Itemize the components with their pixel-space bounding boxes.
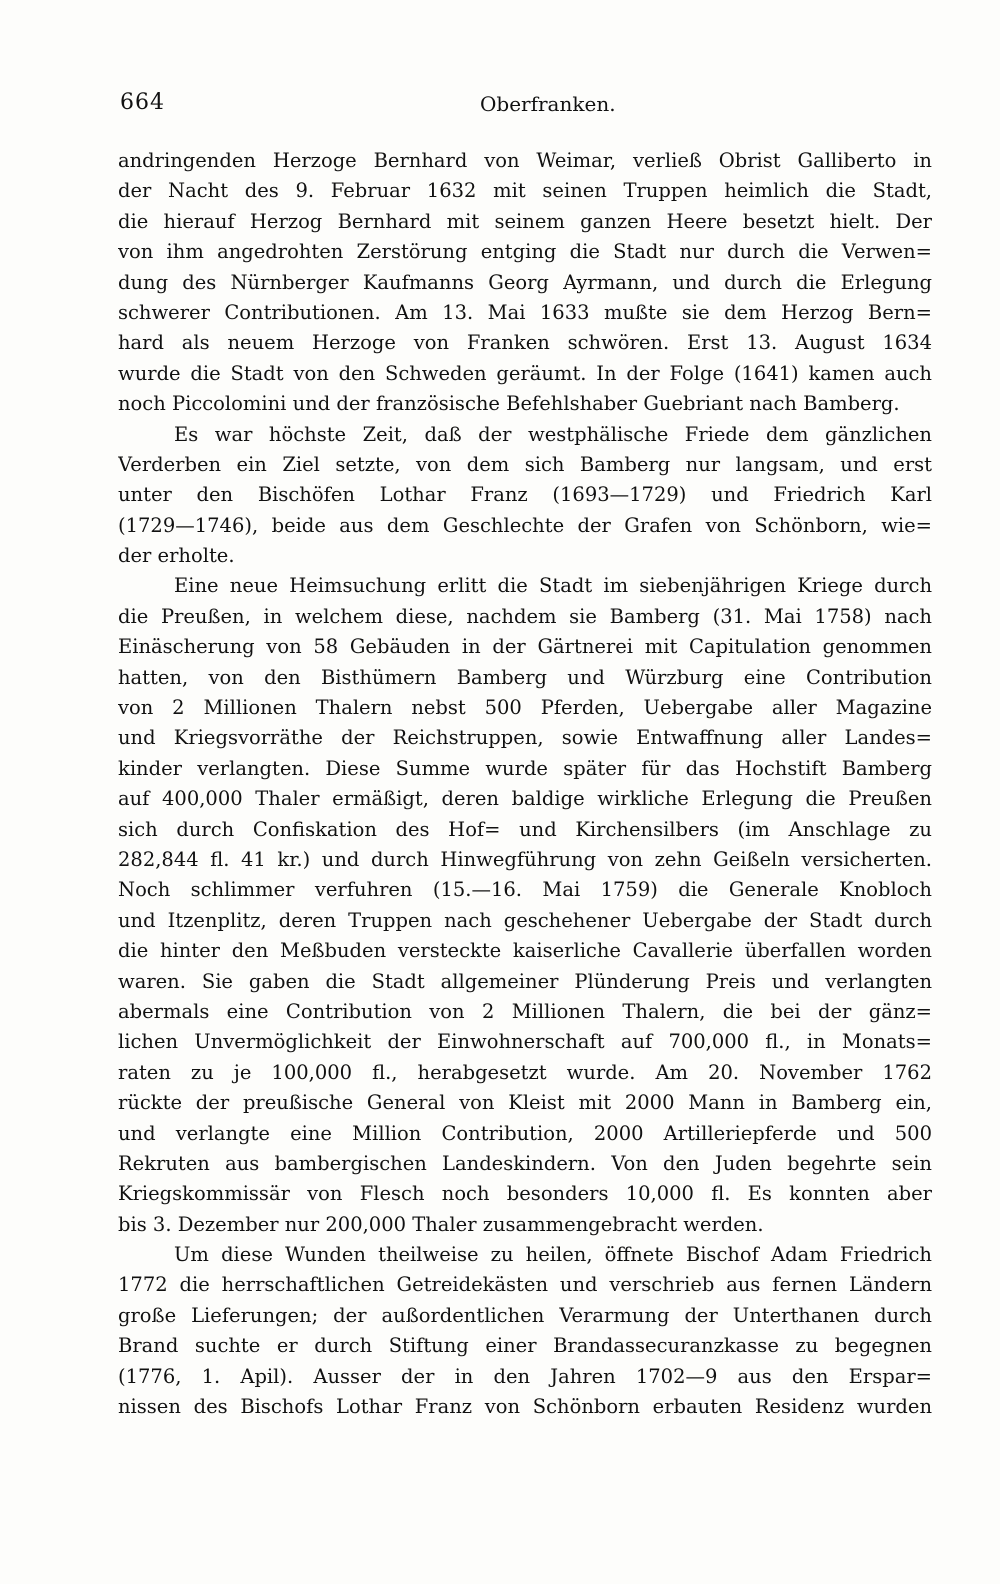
- text-line: der erholte.: [118, 544, 235, 568]
- text-line: hatten, von den Bisthümern Bamberg und Würzburg eine Contribution: [118, 665, 932, 689]
- text-line: Verderben ein Ziel setzte, von dem sich Bamberg nur langsam, und erst: [118, 452, 932, 476]
- text-line: schwerer Contributionen. Am 13. Mai 1633 mußte sie dem Herzog Bern=: [118, 300, 932, 324]
- text-line: (1776, 1. Apil). Ausser der in den Jahren 1702—9 aus den Erspar=: [118, 1364, 932, 1388]
- text-line: rückte der preußische General von Kleist mit 2000 Mann in Bamberg ein,: [118, 1091, 932, 1115]
- text-line: dung des Nürnberger Kaufmanns Georg Ayrmann, und durch die Erlegung: [118, 270, 932, 294]
- text-line: von ihm angedrohten Zerstörung entging die Stadt nur durch die Verwen=: [118, 240, 932, 264]
- running-head: Oberfranken.: [480, 92, 616, 116]
- text-line: 1772 die herrschaftlichen Getreidekästen und verschrieb aus fernen Ländern: [118, 1273, 932, 1297]
- text-line: Brand suchte er durch Stiftung einer Brandassecuranzkasse zu begegnen: [118, 1334, 932, 1358]
- text-line: bis 3. Dezember nur 200,000 Thaler zusammengebracht werden.: [118, 1212, 764, 1236]
- text-line: der Nacht des 9. Februar 1632 mit seinen Truppen heimlich die Stadt,: [118, 179, 932, 203]
- text-line: lichen Unvermöglichkeit der Einwohnerschaft auf 700,000 fl., in Monats=: [118, 1030, 932, 1054]
- text-line: waren. Sie gaben die Stadt allgemeiner Plünderung Preis und verlangten: [118, 969, 932, 993]
- text-line: Rekruten aus bambergischen Landeskindern. Von den Juden begehrte sein: [118, 1151, 932, 1175]
- text-line: sich durch Confiskation des Hof= und Kirchensilbers (im Anschlage zu: [118, 817, 932, 841]
- page-header: [120, 90, 932, 130]
- text-line: kinder verlangten. Diese Summe wurde später für das Hochstift Bamberg: [118, 756, 932, 780]
- text-line: noch Piccolomini und der französische Befehlshaber Guebriant nach Bamberg.: [118, 392, 900, 416]
- text-line: Um diese Wunden theilweise zu heilen, öffnete Bischof Adam Friedrich: [174, 1243, 932, 1267]
- text-line: auf 400,000 Thaler ermäßigt, deren baldige wirkliche Erlegung die Preußen: [118, 787, 932, 811]
- page-number: 664: [120, 90, 165, 115]
- text-line: wurde die Stadt von den Schweden geräumt. In der Folge (1641) kamen auch: [118, 361, 932, 385]
- text-line: Es war höchste Zeit, daß der westphälische Friede dem gänzlichen: [174, 422, 932, 446]
- text-line: raten zu je 100,000 fl., herabgesetzt wurde. Am 20. November 1762: [118, 1060, 932, 1084]
- text-line: und verlangte eine Million Contribution, 2000 Artilleriepferde und 500: [118, 1121, 932, 1145]
- body-text: [118, 146, 932, 1422]
- text-line: Noch schlimmer verfuhren (15.—16. Mai 1759) die Generale Knobloch: [118, 878, 932, 902]
- text-line: und Itzenplitz, deren Truppen nach geschehener Uebergabe der Stadt durch: [118, 908, 932, 932]
- text-line: die hinter den Meßbuden versteckte kaiserliche Cavallerie überfallen worden: [118, 939, 932, 963]
- text-line: hard als neuem Herzoge von Franken schwören. Erst 13. August 1634: [118, 331, 932, 355]
- text-line: von 2 Millionen Thalern nebst 500 Pferden, Uebergabe aller Magazine: [118, 696, 932, 720]
- text-line: große Lieferungen; der außordentlichen Verarmung der Unterthanen durch: [118, 1303, 932, 1327]
- text-line: nissen des Bischofs Lothar Franz von Schönborn erbauten Residenz wurden: [118, 1395, 932, 1419]
- text-line: die hierauf Herzog Bernhard mit seinem ganzen Heere besetzt hielt. Der: [118, 209, 932, 233]
- text-line: und Kriegsvorräthe der Reichstruppen, sowie Entwaffnung aller Landes=: [118, 726, 932, 750]
- text-line: 282,844 fl. 41 kr.) und durch Hinwegführung von zehn Geißeln versicherten.: [118, 847, 932, 871]
- text-line: abermals eine Contribution von 2 Millionen Thalern, die bei der gänz=: [118, 999, 932, 1023]
- text-line: (1729—1746), beide aus dem Geschlechte der Grafen von Schönborn, wie=: [118, 513, 932, 537]
- text-line: die Preußen, in welchem diese, nachdem sie Bamberg (31. Mai 1758) nach: [118, 604, 932, 628]
- text-line: Eine neue Heimsuchung erlitt die Stadt im siebenjährigen Kriege durch: [174, 574, 932, 598]
- text-line: Kriegskommissär von Flesch noch besonders 10,000 fl. Es konnten aber: [118, 1182, 932, 1206]
- text-line: Einäscherung von 58 Gebäuden in der Gärtnerei mit Capitulation genommen: [118, 635, 932, 659]
- text-line: unter den Bischöfen Lothar Franz (1693—1729) und Friedrich Karl: [118, 483, 932, 507]
- text-line: andringenden Herzoge Bernhard von Weimar, verließ Obrist Galliberto in: [118, 149, 932, 172]
